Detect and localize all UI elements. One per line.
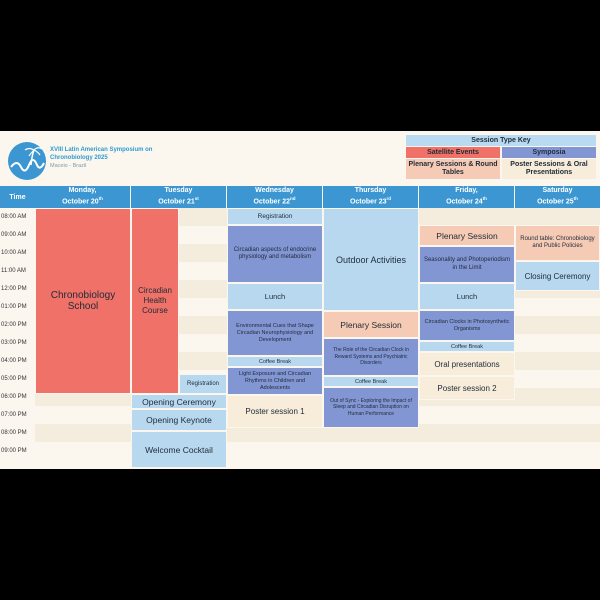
circadian-health-course-block[interactable]: Circadian Health Course (131, 208, 179, 394)
opening-ceremony-block[interactable]: Opening Ceremony (131, 394, 227, 409)
out-of-sync-symposium-block[interactable]: Out of Sync - Exploring the Impact of Sleep and Circadian Disruption on Human Performance (323, 387, 419, 428)
friday-lunch-block[interactable]: Lunch (419, 283, 515, 310)
time-label: 08:00 AM (1, 214, 27, 220)
time-label: 03:00 PM (1, 340, 27, 346)
poster-session-1-block[interactable]: Poster session 1 (227, 395, 323, 428)
time-label: 11:00 AM (1, 268, 26, 274)
key-poster-sessions: Poster Sessions & Oral Presentations (502, 159, 596, 179)
session-type-key-title: Session Type Key (406, 135, 596, 146)
chronobiology-school-block[interactable]: Chronobiology School (35, 208, 131, 394)
day-header-friday: Friday, October 24th (419, 186, 514, 208)
reward-systems-symposium-block[interactable]: The Role of the Circadian Clock in Reward Systems and Psychiatric Disorders (323, 338, 419, 376)
thursday-coffee-break-block[interactable]: Coffee Break (323, 376, 419, 387)
time-label: 06:00 PM (1, 394, 27, 400)
light-exposure-symposium-block[interactable]: Light Exposure and Circadian Rhythms in Children and Adolescents (227, 367, 323, 395)
thursday-plenary-session-block[interactable]: Plenary Session (323, 311, 419, 338)
welcome-cocktail-block[interactable]: Welcome Cocktail (131, 431, 227, 468)
day-header-thursday: Thursday October 23rd (323, 186, 418, 208)
time-label: 04:00 PM (1, 358, 27, 364)
seasonality-photoperiodism-symposium-block[interactable]: Seasonality and Photoperiodism in the Limit (419, 246, 515, 283)
time-column-header: Time (0, 186, 35, 208)
outdoor-activities-block[interactable]: Outdoor Activities (323, 208, 419, 311)
day-header-saturday: Saturday October 25th (515, 186, 600, 208)
friday-coffee-break-block[interactable]: Coffee Break (419, 341, 515, 352)
time-label: 10:00 AM (1, 250, 27, 256)
closing-ceremony-block[interactable]: Closing Ceremony (515, 261, 600, 291)
symposium-title: XVIII Latin American Symposium on Chronobiology 2025 (50, 147, 153, 161)
key-satellite-events: Satellite Events (406, 147, 500, 158)
key-plenary-sessions: Plenary Sessions & Round Tables (406, 159, 500, 179)
time-label: 01:00 PM (1, 304, 27, 310)
key-symposia: Symposia (502, 147, 596, 158)
schedule-canvas (0, 131, 600, 469)
time-label: 09:00 AM (1, 232, 27, 238)
wednesday-lunch-block[interactable]: Lunch (227, 283, 323, 310)
friday-plenary-session-block[interactable]: Plenary Session (419, 225, 515, 246)
poster-session-2-block[interactable]: Poster session 2 (419, 376, 515, 400)
time-label: 08:00 PM (1, 430, 27, 436)
time-label: 09:00 PM (1, 448, 27, 454)
time-label: 12:00 PM (1, 286, 27, 292)
photosynthetic-organisms-symposium-block[interactable]: Circadian Clocks in Photosynthetic Organisms (419, 310, 515, 341)
time-label: 05:00 PM (1, 376, 27, 382)
tuesday-registration-block[interactable]: Registration (179, 374, 227, 394)
opening-keynote-block[interactable]: Opening Keynote (131, 409, 227, 431)
public-policies-round-table-block[interactable]: Round table: Chronobiology and Public Policies (515, 225, 600, 261)
time-row-band (35, 442, 600, 460)
time-label: 07:00 PM (1, 412, 27, 418)
time-label: 02:00 PM (1, 322, 27, 328)
day-header-wednesday: Wednesday October 22nd (227, 186, 322, 208)
wednesday-coffee-break-block[interactable]: Coffee Break (227, 356, 323, 367)
environmental-cues-symposium-block[interactable]: Environmental Cues that Shape Circadian Neurophysiology and Development (227, 310, 323, 356)
circadian-endocrine-symposium-block[interactable]: Circadian aspects of endocrine physiology and metabolism (227, 225, 323, 283)
day-header-tuesday: Tuesday October 21st (131, 186, 226, 208)
oral-presentations-block[interactable]: Oral presentations (419, 352, 515, 376)
day-header-monday: Monday, October 20th (35, 186, 130, 208)
symposium-location: Maceio - Brazil (50, 163, 87, 169)
wednesday-registration-block[interactable]: Registration (227, 208, 323, 225)
palm-tree-wave-logo (7, 141, 47, 181)
